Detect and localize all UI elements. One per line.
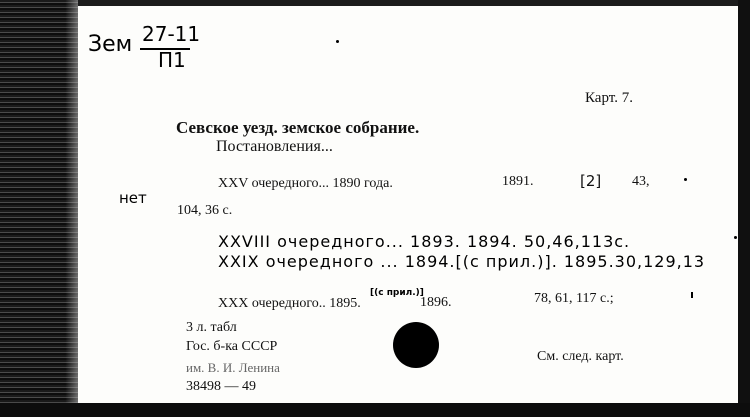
- ink-speck: [336, 40, 339, 43]
- entry-1-bracket: [2]: [580, 172, 602, 190]
- scan-edge-right: [738, 0, 750, 417]
- shelfmark-number: 27-11: [142, 22, 201, 46]
- tables-count: 3 л. табл: [186, 320, 237, 335]
- entry-1-main: XXV очередного... 1890 года.: [218, 176, 393, 191]
- card-subtitle: Постановления...: [216, 138, 333, 155]
- library-name-cont: им. В. И. Ленина: [186, 360, 280, 375]
- handwritten-entry-xxix: XXIX очередного ... 1894.[(с прил.)]. 1895.30,129,13: [218, 252, 706, 271]
- handwritten-entry-xxviii: XXVIII очередного... 1893. 1894. 50,46,113с.: [218, 232, 631, 251]
- card-title: Севское уезд. земское собрание.: [176, 118, 420, 137]
- entry-3-main: XXX очередного.. 1895.: [218, 296, 361, 311]
- scan-edge-top: [0, 0, 750, 6]
- entry-3-pages: 78, 61, 117 с.;: [534, 291, 614, 306]
- entry-1-year: 1891.: [502, 174, 534, 189]
- entry-3-year: 1896.: [420, 295, 452, 310]
- shelfmark-denominator: П1: [158, 48, 186, 72]
- ink-speck: [684, 178, 687, 181]
- library-name: Гос. б-ка СССР: [186, 339, 278, 354]
- catalog-number: 38498 — 49: [186, 379, 256, 394]
- entry-3-handwritten-note: [(с прил.)]: [370, 288, 424, 298]
- see-next-card: См. след. карт.: [537, 349, 624, 364]
- punch-hole: [393, 322, 439, 368]
- shelfmark-prefix: Зем: [88, 32, 133, 57]
- entry-1-pages: 43,: [632, 174, 650, 189]
- handwritten-no-mark: нет: [119, 189, 147, 207]
- ink-speck: [734, 236, 737, 239]
- scan-edge-left: [0, 0, 78, 417]
- ink-speck: [691, 292, 693, 298]
- entry-1-continuation: 104, 36 с.: [177, 203, 233, 218]
- card-number: Карт. 7.: [585, 90, 633, 106]
- scan-edge-bottom: [0, 403, 750, 417]
